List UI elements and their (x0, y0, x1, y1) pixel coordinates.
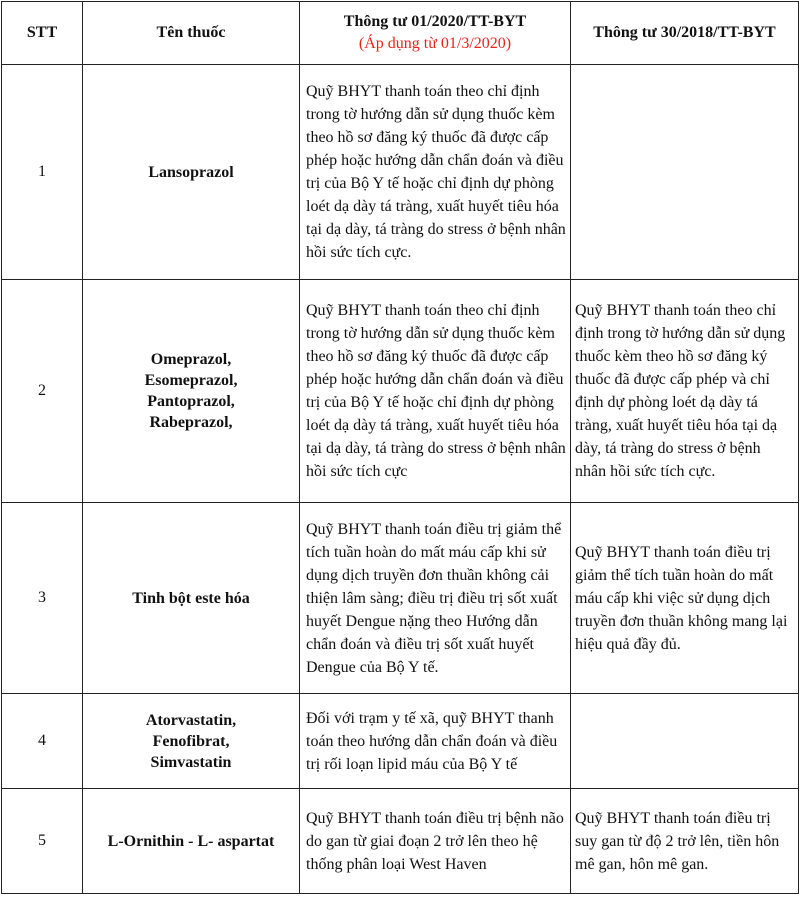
drug-name-line: L-Ornithin - L- aspartat (107, 832, 275, 850)
row-circular-2018 (571, 694, 799, 789)
row-drug-name (83, 280, 300, 503)
row-circular-2020: Quỹ BHYT thanh toán theo chỉ định trong tờ hướng dẫn sử dụng thuốc kèm theo hồ sơ đăng ký thuốc đã được cấp phép hoặc hướng dẫn chẩn đoán và điều trị của Bộ Y tế hoặc chỉ định dự phòng loét dạ dày tá tràng, xuất huyết tiêu hóa tại dạ dày, tá tràng do stress ở bệnh nhân hồi sức tích cực. (300, 65, 571, 280)
header-drug-name: Tên thuốc (83, 2, 300, 65)
table-row (2, 789, 799, 894)
row-stt: 4 (2, 694, 83, 789)
table-row (2, 503, 799, 694)
drug-name-line: Simvastatin (150, 753, 232, 771)
header-row (2, 2, 799, 65)
drug-comparison-table (1, 1, 799, 894)
row-circular-2020: Đối với trạm y tế xã, quỹ BHYT thanh toán theo hướng dẫn chẩn đoán và điều trị rối loạn lipid máu của Bộ Y tế (300, 694, 571, 789)
row-circular-2018 (571, 65, 799, 280)
row-circular-2018: Quỹ BHYT thanh toán theo chỉ định trong tờ hướng dẫn sử dụng thuốc kèm theo hồ sơ đăng ký thuốc đã được cấp phép và chỉ định dự phòng loét dạ dày tá tràng, xuất huyết tiêu hóa tại dạ dày, tá tràng do stress ở bệnh nhân hồi sức tích cực. (571, 280, 799, 503)
table-row (2, 280, 799, 503)
drug-name-line: Omeprazol, (150, 351, 232, 368)
table-row (2, 694, 799, 789)
row-drug-name (83, 789, 300, 894)
row-stt: 1 (2, 65, 83, 280)
row-circular-2018: Quỹ BHYT thanh toán điều trị giảm thể tích tuần hoàn do mất máu cấp khi việc sử dụng dịch truyền đơn thuần không mang lại hiệu quả đầy đủ. (571, 503, 799, 694)
row-drug-name (83, 503, 300, 694)
row-circular-2018: Quỹ BHYT thanh toán điều trị suy gan từ độ 2 trở lên, tiền hôn mê gan, hôn mê gan. (571, 789, 799, 894)
header-circular-2020 (300, 2, 571, 65)
header-stt: STT (2, 2, 83, 65)
row-circular-2020: Quỹ BHYT thanh toán điều trị bệnh não do gan từ giai đoạn 2 trở lên theo hệ thống phân loại West Haven (300, 789, 571, 894)
header-circular-2018: Thông tư 30/2018/TT-BYT (571, 2, 799, 65)
drug-name-line: Atorvastatin, (145, 711, 237, 729)
drug-name-line: Esomeprazol, (144, 372, 238, 389)
drug-name-line: Pantoprazol, (147, 393, 235, 410)
row-stt: 2 (2, 280, 83, 503)
row-drug-name (83, 694, 300, 789)
drug-name-line: Rabeprazol, (149, 414, 233, 431)
row-drug-name (83, 65, 300, 280)
row-circular-2020: Quỹ BHYT thanh toán theo chỉ định trong tờ hướng dẫn sử dụng thuốc kèm theo hồ sơ đăng ký thuốc đã được cấp phép hoặc hướng dẫn chẩn đoán và điều trị của Bộ Y tế hoặc chỉ định dự phòng loét dạ dày tá tràng, xuất huyết tiêu hóa tại dạ dày, tá tràng do stress ở bệnh nhân hồi sức tích cực (300, 280, 571, 503)
drug-name-line: Tinh bột este hóa (132, 589, 250, 607)
table-row (2, 65, 799, 280)
drug-name-line: Lansoprazol (148, 163, 234, 181)
header-circular-2020-note: (Áp dụng từ 01/3/2020) (358, 35, 512, 52)
drug-name-line: Fenofibrat, (152, 732, 230, 750)
row-stt: 5 (2, 789, 83, 894)
header-circular-2020-title: Thông tư 01/2020/TT-BYT (343, 13, 527, 30)
row-circular-2020: Quỹ BHYT thanh toán điều trị giảm thể tích tuần hoàn do mất máu cấp khi sử dụng dịch truyền đơn thuần không cải thiện lâm sàng; điều trị điều trị sốt xuất huyết Dengue nặng theo Hướng dẫn chẩn đoán và điều trị sốt xuất huyết Dengue của Bộ Y tế. (300, 503, 571, 694)
row-stt: 3 (2, 503, 83, 694)
